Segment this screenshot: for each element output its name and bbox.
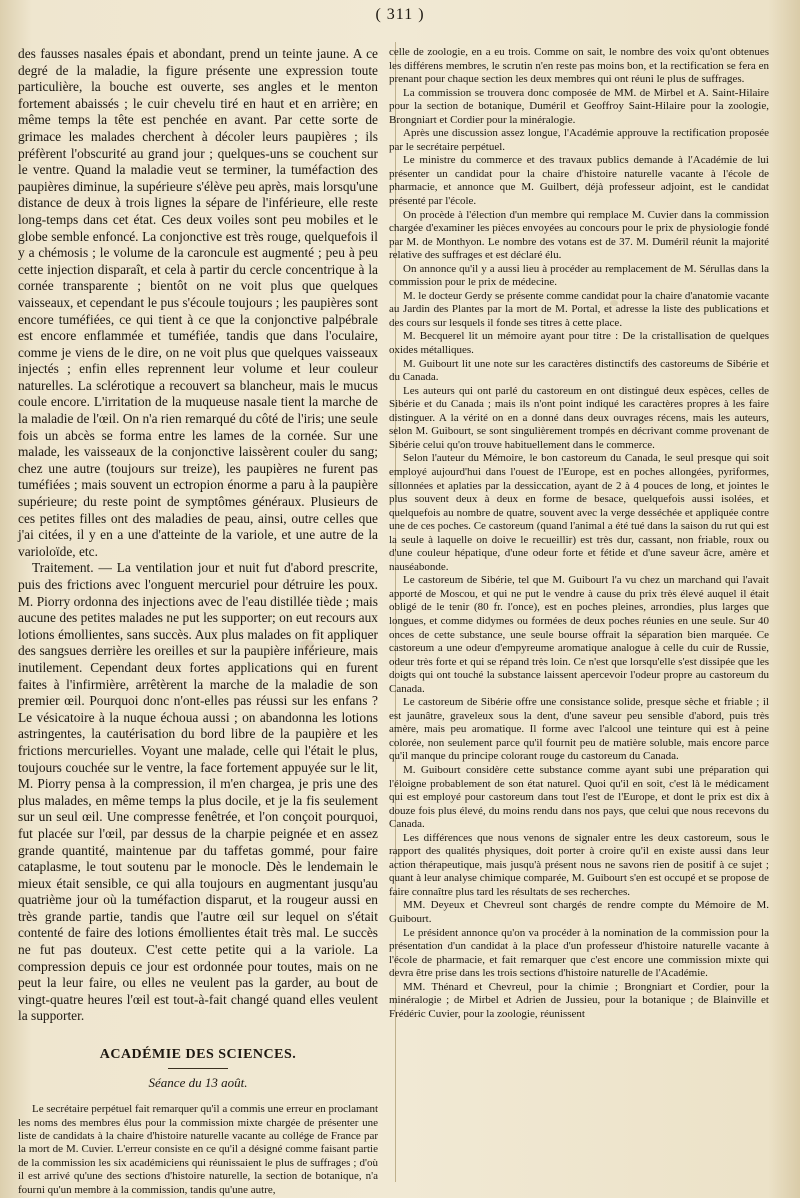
left-column: [18, 46, 378, 1197]
title-rule: [168, 1068, 228, 1069]
left-paragraph-traitement: Traitement. — La ventilation jour et nuit fut d'abord prescrite, puis des frictions avec l'onguent mercuriel pour détruire les poux. M. Piorry ordonna des injections avec de l'eau distillée tiède ; mais aucune des petites malades ne put les supporter; on eut recours aux lotions émollientes, sans succès. Aux plus malades on fit appliquer des sangsues derrière les oreilles et sur la paupière inférieure, mais inutilement. Cependant deux fortes applications qui en furent faites à l'infirmière, arrêtèrent la marche de la maladie de son premier œil. Pourquoi donc n'ont-elles pas réussi sur les enfans ? Le vésicatoire à la nuque échoua aussi ; on abandonna les lotions astringentes, la cautérisation du bord libre de la paupière et les frictions mercurielles. Voyant une malade, celle qui l'était le plus, toujours couchée sur le ventre, la face fortement appuyée sur le lit, M. Piorry pensa à la compression, il m'en chargea, je pris une des plus malades, en même temps la plus docile, et je la fis seulement sur un seul œil. Une compresse fenêtrée, et l'on conçoit pourquoi, fut placée sur l'œil, par dessus de la charpie peignée et en assez grande quantité, maintenue par du taffetas gommé, pour faire cataplasme, le tout soutenu par le monocle. Dès le lendemain le mieux était sensible, ce qui alla toujours en augmentant jusqu'au quatrième jour où la tuméfaction disparut, et la rougeur aussi en très grande partie, tandis que l'autre œil sur lequel on s'était contenté de faire des lotions émollientes était très mal. Le succès ne fut pas douteux. C'est cette petite qui a la variole. La compression depuis ce jour est ordonnée pour toutes, mais on ne peut la leur faire, ou elles ne veulent pas la garder, au bout de vingt-quatre heures l'œil est tout-à-fait changé quand elles veulent la supporter.: [18, 560, 378, 1024]
right-paragraph: Le président annonce qu'on va procéder à la nomination de la commission pour la présentation d'un candidat à la place d'un professeur d'histoire naturelle vacante à l'école de pharmacie, et fait remarquer que c'est encore une commission mixte qui devra être prise dans les trois sections d'histoire naturelle de l'Académie.: [389, 926, 769, 980]
right-paragraph: Selon l'auteur du Mémoire, le bon castoreum du Canada, le seul presque qui soit employé aujourd'hui dans l'ouest de l'Europe, est en poches allongées, pyriformes, sillonnées et aplaties par la dessiccation, ayant de 2 à 4 pouces de long, et jointes le plus souvent deux à deux en forme de besace, quelquefois aussi isolées, et quelquefois au nombre de quatre, souvent avec la verge desséchée et appliquée contre une de ces poches. Ce castoreum (quand l'animal a été tué dans la saison du rut qui est la seule à laquelle on doive le recueillir) est très dur, cassant, non friable, roux ou d'une couleur hépatique, d'une odeur forte et fétide et d'une saveur âcre, amère et nauséabonde.: [389, 452, 769, 573]
right-paragraph: MM. Thénard et Chevreul, pour la chimie ; Brongniart et Cordier, pour la minéralogie ; de Mirbel et Adrien de Jussieu, pour la botanique ; de Blainville et Frédéric Cuvier, pour la zoologie, réunissent: [389, 980, 769, 1020]
right-paragraph: On procède à l'élection d'un membre qui remplace M. Cuvier dans la commission chargée d'examiner les pièces envoyées au concours pour le prix de physiologie fondé par M. de Monthyon. Le nombre des votans est de 37. M. Duméril réunit la majorité relative des suffrages et est déclaré élu.: [389, 208, 769, 262]
left-closing-paragraph: Le secrétaire perpétuel fait remarquer qu'il a commis une erreur en proclamant les noms des membres élus pour la commission mixte chargée de présenter une liste de candidats à la chaire d'histoire naturelle vacante au collége de France par la mort de M. Cuvier. L'erreur consiste en ce qu'il a désigné comme faisant partie de la commission les six académiciens qui réunissaient le plus de suffrages ; d'où il est arrivé qu'une des sections d'histoire naturelle, la section de botanique, n'a fourni qu'un membre à la commission, tandis qu'une autre,: [18, 1103, 378, 1196]
page-number: ( 311 ): [375, 6, 425, 23]
right-paragraph: On annonce qu'il y a aussi lieu à procéder au remplacement de M. Sérullas dans la commission pour le prix de médecine.: [389, 262, 769, 289]
paper-stain: [300, 640, 314, 650]
section-title: [18, 1047, 378, 1069]
right-paragraph: celle de zoologie, en a eu trois. Comme on sait, le nombre des voix qu'ont obtenues les différens membres, le scrutin n'en reste pas moins bon, et la rectification se fera en prenant pour chaque section les deux membres qui ont réuni le plus de suffrages.: [389, 46, 769, 86]
right-paragraph: M. Guibourt lit une note sur les caractères distinctifs des castoreums de Sibérie et du Canada.: [389, 357, 769, 384]
right-paragraph: La commission se trouvera donc composée de MM. de Mirbel et A. Saint-Hilaire pour la section de botanique, Duméril et Geoffroy Saint-Hilaire pour la zoologie, Brongniart et Cordier pour la minéralogie.: [389, 86, 769, 126]
right-paragraph: M. le docteur Gerdy se présente comme candidat pour la chaire d'anatomie vacante au Jardin des Plantes par la mort de M. Portal, et adresse la liste des publications et des cours sur lesquels il fonde ses titres à cette place.: [389, 289, 769, 329]
right-column: [389, 46, 769, 1021]
right-paragraph: Le castoreum de Sibérie, tel que M. Guibourt l'a vu chez un marchand qui l'avait apporté de Moscou, et qui ne put le vendre à cause du prix très élevé auquel il était obligé de le tenir (80 fr. l'once), est en poches pleines, arrondies, plus larges que longues, et comme didymes ou formées de deux poches réunies en une seule. Sur 40 onces de cette substance, une seule bourse offrait la séparation bien marquée. Ce castoreum a une odeur d'empyreume aromatique analogue à celle du cuir de Russie, odeur très forte et qui se répand très loin. Ce n'est que lorsqu'elle s'est dissipée que les doigts qui ont touché la substance laissent apercevoir l'odeur propre au castoreum du Canada.: [389, 574, 769, 695]
right-paragraph: MM. Deyeux et Chevreul sont chargés de rendre compte du Mémoire de M. Guibourt.: [389, 899, 769, 925]
right-paragraph: Après une discussion assez longue, l'Académie approuve la rectification proposée par le secrétaire perpétuel.: [389, 127, 769, 153]
left-paragraph-1: des fausses nasales épais et abondant, prend un teinte jaune. A ce degré de la maladie, la figure présente une expression toute particulière, la bouche est ouverte, ses angles et le menton fortement abaissés ; le cuir chevelu tiré en haut et en arrière; en même temps la tête est penchée en avant. Par cette sorte de grimace les malades cherchent à décoler leurs paupières ; ils préfèrent l'obscurité au grand jour ; quelques-uns se couchent sur le ventre. Quand la maladie veut se terminer, la tuméfaction des paupières diminue, la supérieure s'élève peu après, mais lorsqu'une distance de deux à trois lignes la sépare de l'inférieure, elle reste long-temps dans cet état. Ces deux voiles sont peu mobiles et le globe semble enfoncé. La conjonctive est très rouge, quelquefois il y a chémosis ; le volume de la caroncule est augmenté ; peu à peu cette injection disparaît, et cela à partir du cercle concentrique à la cornée transparente ; bientôt on ne voit plus que quelques vaisseaux, et cependant le pus s'écoule toujours ; les paupières sont encore tuméfiées, ce qui tient à ce que la conjonctive palpébrale est encore enflammée et tuméfiée, tandis que dans l'oculaire, comme je viens de le dire, on ne voit plus que quelques vaisseaux injectés ; enfin elles reprennent leur volume et leur couleur naturelles. La sclérotique a recouvert sa blancheur, mais le mucus coule encore. L'irritation de la muqueuse nasale tient la marche de la maladie de l'œil. On n'a rien remarqué du côté de l'iris; une seule fois un abcès se forma entre les lames de la cornée. Sur une malade, les vaisseaux de la conjonctive laissèrent couler du sang; chez une autre (toujours sur treize), les paupières ne furent pas tuméfiées ; mais souvent un ectropion énorme a paru à la paupière supérieure; du reste point de symptômes généraux. Plusieurs de ces petites filles ont des maladies de peau, ainsi, outre celles que j'ai citées, il y en a une d'atteinte de la variole, et une autre de la varioloïde, etc.: [18, 46, 378, 559]
seance-date: Séance du 13 août.: [148, 1074, 248, 1090]
right-paragraph: Les différences que nous venons de signaler entre les deux castoreum, sous le rapport des qualités physiques, doit porter à croire qu'il en existe aussi dans leur action thérapeutique, mais jusqu'à présent nous ne savons rien de positif à ce sujet ; quant à leur analyse chimique comparée, M. Guibourt s'en est occupé et se propose de faire connaître plus tard les résultats de ses recherches.: [389, 831, 769, 898]
right-paragraph: Les auteurs qui ont parlé du castoreum en ont distingué deux espèces, celles de Sibérie et du Canada ; mais ils n'ont point indiqué les caractères propres à les faire distinguer. A la vérité on en a donné dans deux ouvrages récens, mais les auteurs, selon M. Guibourt, se sont singulièrement trompés en décrivant comme provenant de Sibérie celui qu'on trouve habituellement dans le commerce.: [389, 384, 769, 451]
right-paragraph: M. Becquerel lit un mémoire ayant pour titre : De la cristallisation de quelques oxides métalliques.: [389, 330, 769, 357]
paper-stain: [610, 300, 618, 306]
right-paragraph: Le ministre du commerce et des travaux publics demande à l'Académie de lui présenter un candidat pour la chaire d'histoire naturelle vacante à l'école de pharmacie, et annonce que M. Guilbert, déjà professeur adjoint, est le candidat présenté par l'école.: [389, 154, 769, 208]
right-paragraph: M. Guibourt considère cette substance comme ayant subi une préparation qui l'éloigne probablement de son état naturel. Quoi qu'il en soit, c'est là le médicament qui est employé pour castoreum dans tout l'est de l'Europe, et dont le prix est dix à douze fois plus élevé, du moins rendu dans nos pays, que celui que nous recevons du Canada.: [389, 763, 769, 831]
section-title-text: ACADÉMIE DES SCIENCES.: [99, 1047, 297, 1063]
right-paragraph: Le castoreum de Sibérie offre une consistance solide, presque sèche et friable ; il est jaunâtre, graveleux sous la dent, d'une saveur peu sensible d'abord, puis très amère, mais peu aromatique. Il forme avec l'alcool une teinture qui est à peine colorée, non seulement parce qu'il fournit peu de matière soluble, mais encore parce qu'il manque du principe colorant rouge du castoreum du Canada.: [389, 696, 769, 763]
